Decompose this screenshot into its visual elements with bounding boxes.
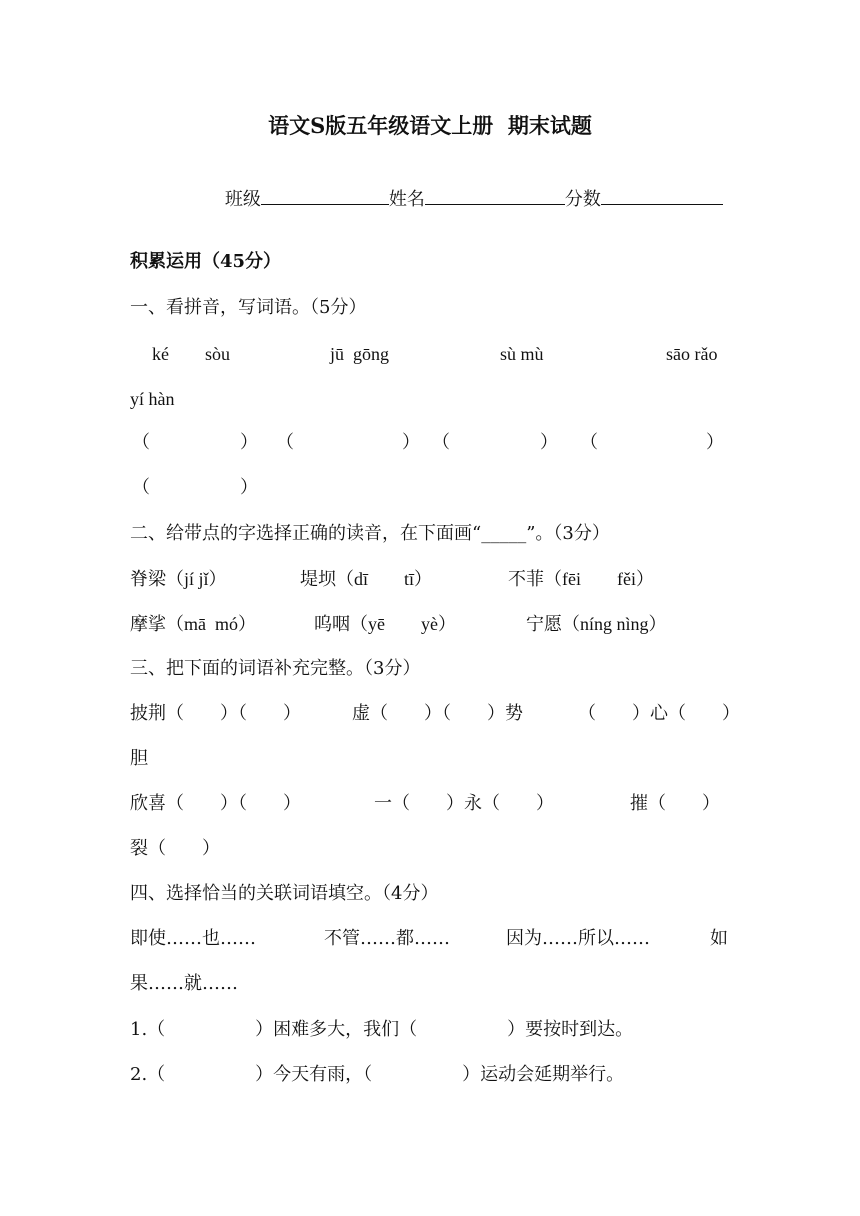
q4-option-1: 即使……也…… [130,928,256,949]
q1-heading: 一、看拼音，写词语。（5分） [130,297,367,318]
q4-item-1[interactable]: 1.（ ）困难多大，我们（ ）要按时到达。 [130,1019,634,1040]
page-title: 语文S版五年级语文上册 期末试题 [268,113,592,138]
q1-answer-2[interactable]: （ ） [276,432,420,453]
q4-option-3: 因为……所以…… [506,928,650,949]
name-label: 姓名 [388,189,425,210]
q4-item-2[interactable]: 2.（ ）今天有雨，（ ）运动会延期举行。 [130,1064,625,1085]
q3-heading: 三、把下面的词语补充完整。（3分） [130,658,421,679]
class-label: 班级 [224,189,261,210]
q2-item-2: 堤坝（dī tī） [300,569,433,589]
q1-pinyin-2: jū gōng [330,344,390,364]
q1-answer-4[interactable]: （ ） [580,432,724,453]
q3-idiom-3[interactable]: （ ）心（ ） [578,703,740,724]
q4-option-4: 如 [710,928,728,949]
name-blank[interactable] [425,184,565,205]
q4-option-4-cont: 果……就…… [130,973,238,994]
score-label: 分数 [564,189,601,210]
q1-answer-1[interactable]: （ ） [132,432,258,453]
q2-item-3: 不菲（fēi fěi） [508,569,654,589]
q2-item-6: 宁愿（níng nìng） [526,614,667,634]
section-heading: 积累运用（45分） [130,251,282,272]
q3-idiom-2[interactable]: 虚（ ）（ ）势 [352,703,523,724]
q3-idiom-5[interactable]: 一（ ）永（ ） [374,793,554,814]
class-blank[interactable] [261,184,389,205]
q3-idiom-6-cont[interactable]: 裂（ ） [130,838,220,859]
score-blank[interactable] [601,184,723,205]
q1-pinyin-1: ké sòu [152,344,230,364]
q2-item-4: 摩挲（mā mó） [130,614,256,634]
q2-item-5: 呜咽（yē yè） [314,614,456,634]
q3-idiom-3-cont: 胆 [130,748,148,769]
q3-idiom-1[interactable]: 披荆（ ）（ ） [130,703,301,724]
student-info-line [202,160,723,236]
q4-option-2: 不管……都…… [324,928,450,949]
q1-pinyin-5: yí hàn [130,389,175,409]
q1-answer-5[interactable]: （ ） [132,477,258,498]
q2-item-1: 脊梁（jí jǐ） [130,569,227,589]
q3-idiom-4[interactable]: 欣喜（ ）（ ） [130,793,301,814]
q2-heading: 二、给带点的字选择正确的读音，在下面画“_____”。（3分） [130,523,610,544]
q1-pinyin-4: sāo rǎo [666,344,718,364]
q3-idiom-6[interactable]: 摧（ ） [630,793,720,814]
q4-heading: 四、选择恰当的关联词语填空。（4分） [130,883,439,904]
q1-pinyin-3: sù mù [500,344,544,364]
q1-answer-3[interactable]: （ ） [432,432,558,453]
